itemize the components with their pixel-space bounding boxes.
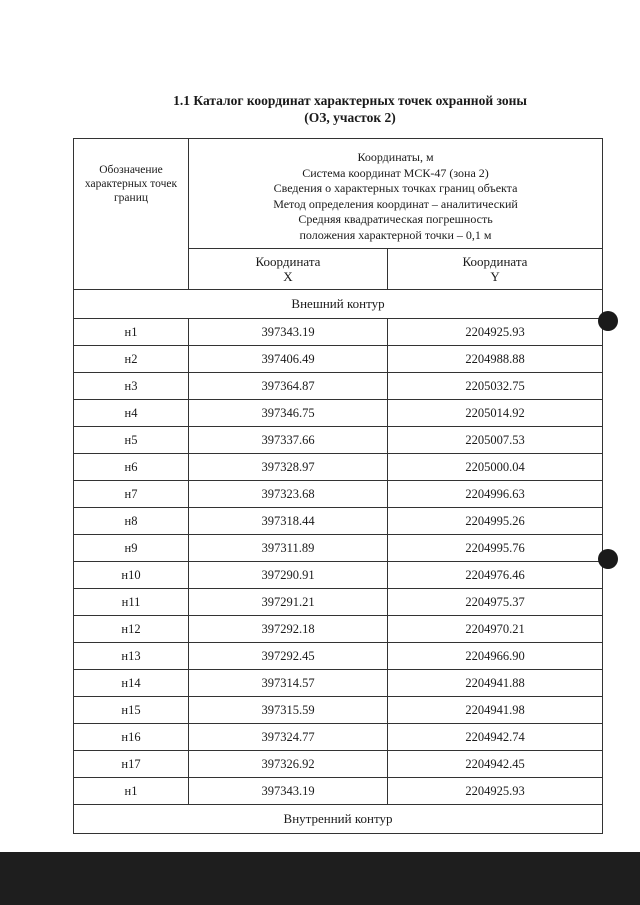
coord-x-cell: 397292.45 — [189, 643, 388, 670]
punch-hole — [598, 549, 618, 569]
coord-y-cell: 2204996.63 — [388, 481, 603, 508]
coord-x-axis: X — [283, 269, 293, 284]
coord-y-cell: 2204975.37 — [388, 589, 603, 616]
coord-y-cell: 2204941.88 — [388, 670, 603, 697]
coord-y-cell: 2204976.46 — [388, 562, 603, 589]
coord-x-cell: 397324.77 — [189, 724, 388, 751]
coord-x-cell: 397337.66 — [189, 427, 388, 454]
point-cell: н17 — [74, 751, 189, 778]
coord-y-axis: Y — [490, 269, 500, 284]
system-line: Система координат МСК-47 (зона 2) — [302, 165, 489, 180]
point-cell: н9 — [74, 535, 189, 562]
coord-x-cell: 397291.21 — [189, 589, 388, 616]
coord-x-cell: 397343.19 — [189, 778, 388, 805]
table-row — [74, 724, 603, 751]
point-cell: н5 — [74, 427, 189, 454]
coord-y-cell: 2204995.26 — [388, 508, 603, 535]
title-line-2: (ОЗ, участок 2) — [304, 110, 396, 125]
table-row — [74, 346, 603, 373]
coord-x-label: Координата — [255, 254, 321, 269]
coord-y-cell: 2204995.76 — [388, 535, 603, 562]
coord-x-cell: 397343.19 — [189, 319, 388, 346]
coord-y-cell: 2205000.04 — [388, 454, 603, 481]
table-row — [74, 481, 603, 508]
table-row — [74, 400, 603, 427]
table-row — [74, 589, 603, 616]
coord-x-cell: 397311.89 — [189, 535, 388, 562]
point-cell: н13 — [74, 643, 189, 670]
coord-y-cell: 2204925.93 — [388, 319, 603, 346]
point-cell: н11 — [74, 589, 189, 616]
table-row — [74, 319, 603, 346]
table-row — [74, 454, 603, 481]
point-cell: н6 — [74, 454, 189, 481]
coordinates-table — [73, 138, 603, 834]
scan-edge — [0, 852, 640, 905]
coord-y-cell: 2204925.93 — [388, 778, 603, 805]
point-cell: н7 — [74, 481, 189, 508]
point-cell: н14 — [74, 670, 189, 697]
table-row — [74, 562, 603, 589]
coord-x-cell: 397314.57 — [189, 670, 388, 697]
punch-hole — [598, 311, 618, 331]
coord-x-cell: 397406.49 — [189, 346, 388, 373]
coord-y-cell: 2205032.75 — [388, 373, 603, 400]
system-line: Координаты, м — [357, 150, 434, 164]
inner-contour-row — [74, 805, 603, 834]
point-cell: н3 — [74, 373, 189, 400]
table-row — [74, 427, 603, 454]
coordinate-system-header — [189, 139, 603, 249]
coordinates-table-body — [74, 139, 603, 834]
coord-x-cell: 397318.44 — [189, 508, 388, 535]
point-cell: н1 — [74, 778, 189, 805]
system-line: Сведения о характерных точках границ объекта — [273, 181, 518, 195]
table-row — [74, 697, 603, 724]
coord-x-cell: 397364.87 — [189, 373, 388, 400]
coord-x-cell: 397292.18 — [189, 616, 388, 643]
coord-y-cell: 2204988.88 — [388, 346, 603, 373]
system-line: положения характерной точки – 0,1 м — [299, 227, 492, 242]
point-cell: н12 — [74, 616, 189, 643]
outer-contour-label: Внешний контур — [74, 290, 603, 319]
coord-y-cell: 2204966.90 — [388, 643, 603, 670]
table-row — [74, 778, 603, 805]
coord-x-cell: 397323.68 — [189, 481, 388, 508]
point-cell: н2 — [74, 346, 189, 373]
point-cell: н8 — [74, 508, 189, 535]
point-cell: н15 — [74, 697, 189, 724]
table-row — [74, 373, 603, 400]
title-line-1: 1.1 Каталог координат характерных точек охранной зоны — [173, 93, 527, 108]
outer-contour-row — [74, 290, 603, 319]
table-row — [74, 508, 603, 535]
coord-x-cell: 397346.75 — [189, 400, 388, 427]
point-cell: н1 — [74, 319, 189, 346]
table-row — [74, 616, 603, 643]
inner-contour-label: Внутренний контур — [74, 805, 603, 834]
point-cell: н4 — [74, 400, 189, 427]
coord-y-cell: 2204970.21 — [388, 616, 603, 643]
coord-y-cell: 2205007.53 — [388, 427, 603, 454]
coord-x-cell: 397326.92 — [189, 751, 388, 778]
coord-y-cell: 2205014.92 — [388, 400, 603, 427]
coord-y-label: Координата — [462, 254, 528, 269]
coord-y-cell: 2204942.45 — [388, 751, 603, 778]
table-row — [74, 751, 603, 778]
coord-x-cell: 397290.91 — [189, 562, 388, 589]
table-row — [74, 535, 603, 562]
point-cell: н16 — [74, 724, 189, 751]
coord-x-cell: 397328.97 — [189, 454, 388, 481]
coord-y-cell: 2204942.74 — [388, 724, 603, 751]
point-cell: н10 — [74, 562, 189, 589]
coord-y-cell: 2204941.98 — [388, 697, 603, 724]
coord-x-cell: 397315.59 — [189, 697, 388, 724]
header-row — [74, 139, 603, 249]
table-row — [74, 670, 603, 697]
system-line: Средняя квадратическая погрешность — [298, 212, 493, 226]
table-row — [74, 643, 603, 670]
coord-y-header — [388, 249, 603, 290]
designation-header: Обозначение характерных точек границ — [74, 139, 189, 290]
system-line: Метод определения координат – аналитический — [273, 196, 518, 211]
document-title — [0, 92, 640, 126]
coord-x-header — [189, 249, 388, 290]
